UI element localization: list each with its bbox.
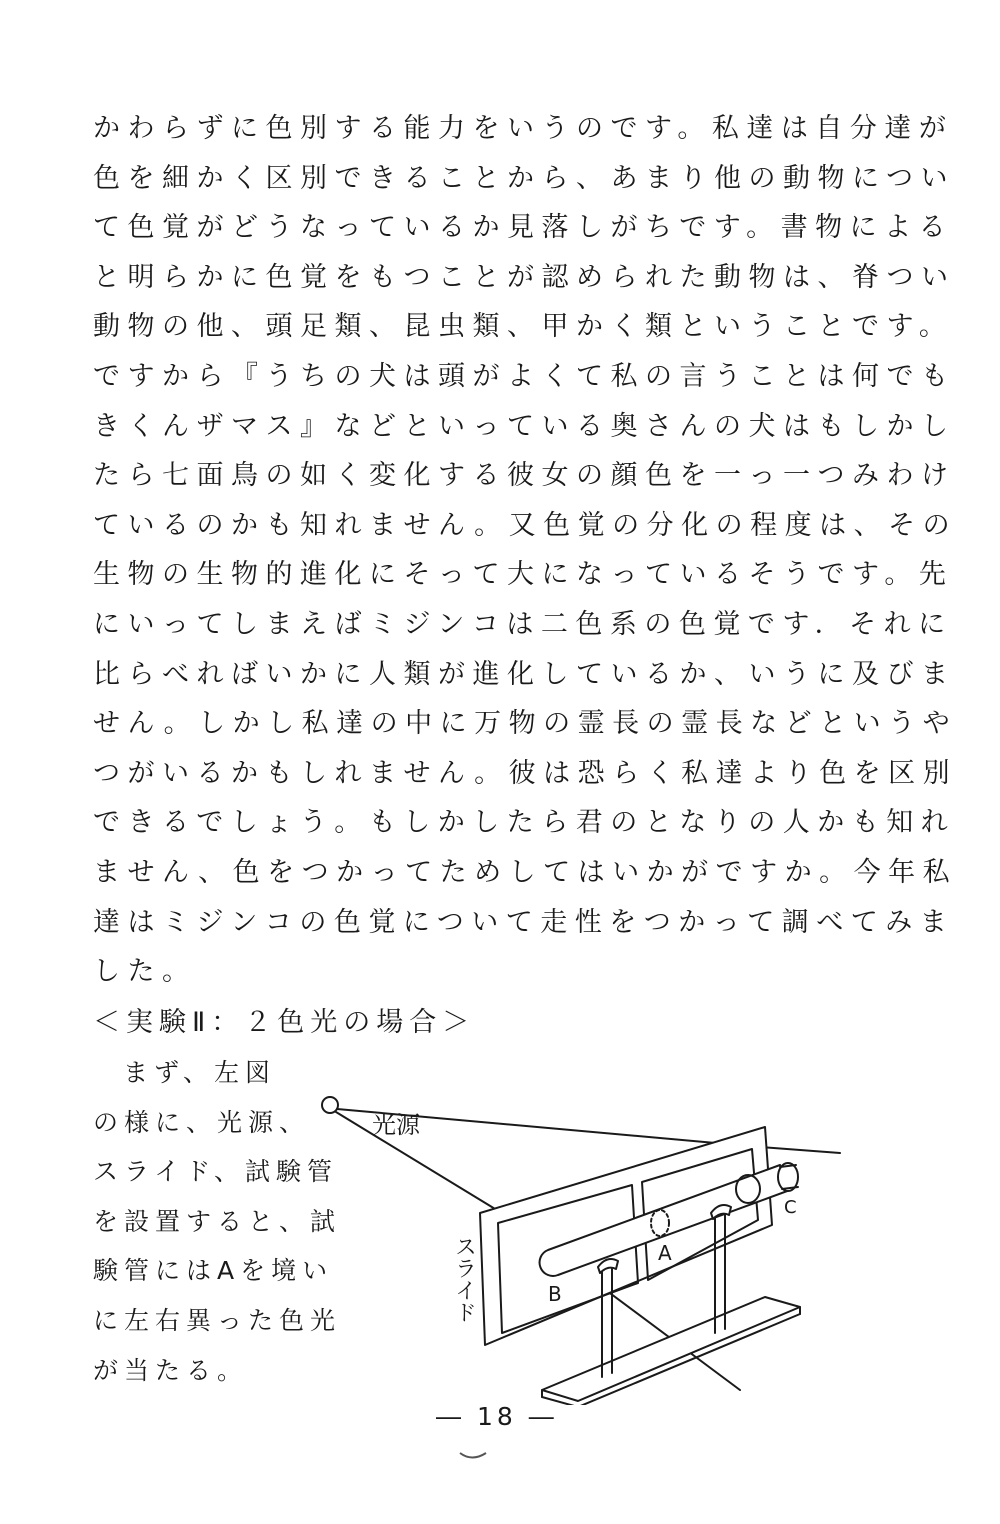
text-line: 色を細かく区別できることから、あまり他の動物につい bbox=[93, 162, 955, 194]
text-line: たら七面鳥の如く変化する彼女の顔色を一っ一つみわけ bbox=[93, 460, 956, 492]
text-line: 動物の他、頭足類、昆虫類、甲かく類ということです。 bbox=[93, 311, 954, 343]
text-line: 比らべればいかに人類が進化しているか、いうに及びま bbox=[93, 658, 956, 690]
text-line: に左右異った色光 bbox=[93, 1305, 342, 1335]
text-line: にいってしまえばミジンコは二色系の色覚です．それに bbox=[93, 608, 953, 640]
light-source-icon bbox=[322, 1097, 338, 1113]
apparatus-diagram bbox=[310, 1085, 870, 1405]
light-ray bbox=[336, 1112, 505, 1215]
section-heading: ＜実験Ⅱ：２色光の場合＞ bbox=[93, 1007, 476, 1038]
text-line: した。 bbox=[93, 956, 197, 988]
light-source-label: 光源 bbox=[372, 1111, 420, 1139]
text-line: を設置すると、試 bbox=[93, 1206, 342, 1236]
text-line: 生物の生物的進化にそって大になっているそうです。先 bbox=[93, 559, 954, 591]
text-line: スライド、試験管 bbox=[93, 1157, 339, 1187]
light-ray bbox=[760, 1147, 840, 1153]
text-line: せん。しかし私達の中に万物の霊長の霊長などというや bbox=[93, 708, 958, 740]
slide-label: スライド bbox=[451, 1235, 477, 1323]
text-line: て色覚がどうなっているか見落しがちです。書物による bbox=[93, 212, 954, 244]
text-line: 験管にはAを境い bbox=[93, 1256, 334, 1286]
text-line: かわらずに色別する能力をいうのです。私達は自分達が bbox=[93, 113, 954, 144]
text-line: が当たる。 bbox=[93, 1355, 249, 1385]
text-line: ているのかも知れません。又色覚の分化の程度は、その bbox=[93, 509, 958, 541]
stand-base bbox=[542, 1297, 800, 1401]
text-line: きくんザマス』などといっている奥さんの犬はもしかし bbox=[93, 410, 956, 442]
page-number: ― 18 ― bbox=[436, 1402, 558, 1431]
text-line: まず、左図 bbox=[123, 1058, 277, 1087]
text-line: の様に、光源、 bbox=[93, 1107, 311, 1137]
point-c-label: C bbox=[784, 1197, 797, 1218]
text-line: できるでしょう。もしかしたら君のとなりの人かも知れ bbox=[93, 807, 956, 839]
scan-mark bbox=[458, 1450, 488, 1462]
text-line: ません、色をつかってためしてはいかがですか。今年私 bbox=[93, 856, 958, 888]
point-a-label: A bbox=[658, 1241, 672, 1265]
text-line: と明らかに色覚をもつことが認められた動物は、脊つい bbox=[93, 261, 956, 293]
text-line: 達はミジンコの色覚について走性をつかって調べてみま bbox=[93, 906, 955, 938]
point-b-label: B bbox=[548, 1282, 562, 1306]
text-line: ですから『うちの犬は頭がよくて私の言うことは何でも bbox=[93, 360, 956, 392]
body-paragraph bbox=[93, 104, 958, 997]
text-line: つがいるかもしれません。彼は恐らく私達より色を区別 bbox=[93, 757, 958, 789]
